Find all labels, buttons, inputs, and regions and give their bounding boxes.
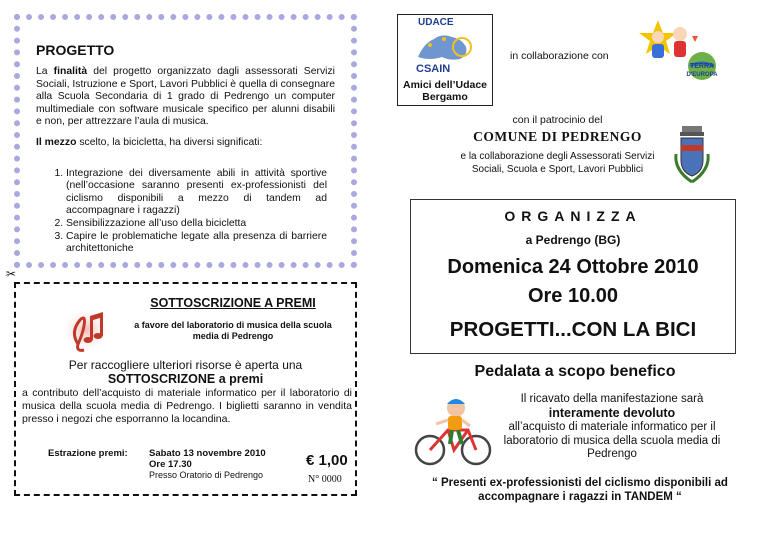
ricavato-bold: interamente devoluto [548, 405, 676, 420]
mezzo-bold: Il mezzo [36, 136, 77, 148]
intro-bold: finalità [53, 66, 88, 77]
terra-deuropa-logo [632, 16, 720, 90]
pedalata-heading: Pedalata a scopo benefico [474, 363, 676, 380]
music-note-icon [60, 306, 112, 354]
time: Ore 17.30 [149, 459, 192, 470]
sottoscrizione-box [14, 282, 357, 496]
scissors-icon: ✂ [6, 267, 17, 281]
ricavato-line2: all’acquisto di materiale informatico per il laboratorio di musica della scuola media di Pedrengo [503, 421, 721, 460]
estrazione-date [149, 448, 266, 470]
intro-post: del progetto organizzato dagli assessorati Servizi Sociali, Istruzione e Sport, Lavori Pubblici è quella di consegnare alla Scuola Secondaria di 1 grado di Pedrengo un computer multimediale con software musicale specifico per alunni disabili e non, per attrezzare l’aula di musica. [36, 66, 335, 128]
list-item: 2. Sensibilizzazione all’uso della bicicletta [66, 218, 335, 231]
event-date: Domenica 24 Ottobre 2010 [447, 256, 699, 278]
event-time: Ore 10.00 [527, 285, 619, 307]
udace-caption: Amici dell’Udace Bergamo [402, 79, 488, 103]
progetto-title: PROGETTO [36, 42, 115, 58]
progetto-intro [36, 66, 335, 129]
sottoscrizione-title: SOTTOSCRIZIONE A PREMI [150, 296, 316, 310]
patrocinio-line: con il patrocinio del [512, 114, 603, 126]
sottoscrizione-subtitle: a favore del laboratorio di musica della scuola media di Pedrengo [134, 320, 332, 341]
date: Sabato 13 novembre 2010 [149, 448, 266, 459]
tandem-quote: “ Presenti ex-professionisti del ciclismo disponibili ad accompagnare i ragazzi in TANDEM “ [432, 477, 728, 503]
intro-line: Per raccogliere ulteriori risorse è aperta una [68, 358, 303, 372]
mezzo-post: scelto, la bicicletta, ha diversi significati: [79, 136, 263, 148]
udace-logo [397, 14, 493, 106]
organizza-location: a Pedrengo (BG) [525, 233, 621, 247]
coat-of-arms-icon [672, 124, 712, 190]
sottoscrizione-body: a contributo dell’acquisto di materiale informatico per il laboratorio di musica della scuola media di Pedrengo. I biglietti saranno in vendita presso i negozi che esporranno la locandina. [22, 387, 352, 425]
assessorati-text: e la collaborazione degli Assessorati Servizi Sociali, Scuola e Sport, Lavori Pubblici [460, 151, 655, 175]
progetto-list [36, 168, 335, 256]
organizza-box [410, 199, 736, 354]
europe-map-icon [410, 29, 480, 63]
sottoscrizione-intro [16, 358, 355, 386]
udace-text: UDACE [418, 17, 454, 28]
ticket-number: N° 0000 [308, 474, 342, 485]
comune-title: COMUNE DI PEDRENGO [473, 129, 642, 144]
estrazione-label: Estrazione premi: [48, 448, 128, 459]
ricavato-text [498, 393, 726, 462]
progetto-box [14, 14, 357, 268]
ricavato-line1: Il ricavato della manifestazione sarà [520, 393, 704, 405]
svg-text:D'EUROPA: D'EUROPA [686, 72, 718, 78]
collaboration-text: in collaborazione con [510, 50, 609, 62]
ticket-price: € 1,00 [306, 452, 348, 469]
list-item: 3. Capire le problematiche legate alla presenza di barriere architettoniche [66, 231, 335, 256]
intro-pre: La [36, 66, 48, 77]
intro-bold: SOTTOSCRIZONE a premi [107, 372, 264, 386]
organizza-title: ORGANIZZA [504, 208, 642, 224]
csain-text: CSAIN [416, 63, 451, 75]
child-on-bike-icon [410, 398, 498, 468]
event-name: PROGETTI...CON LA BICI [449, 318, 697, 341]
svg-text:TERRA: TERRA [689, 63, 715, 70]
list-item: 1. Integrazione dei diversamente abili in attività sportive (nell’occasione saranno presenti ex-professionisti del ciclismo disponibili a mezzo di tandem ad accompagnare i ragazzi) [66, 168, 335, 218]
estrazione-place: Presso Oratorio di Pedrengo [149, 470, 264, 480]
progetto-mezzo [36, 137, 335, 150]
